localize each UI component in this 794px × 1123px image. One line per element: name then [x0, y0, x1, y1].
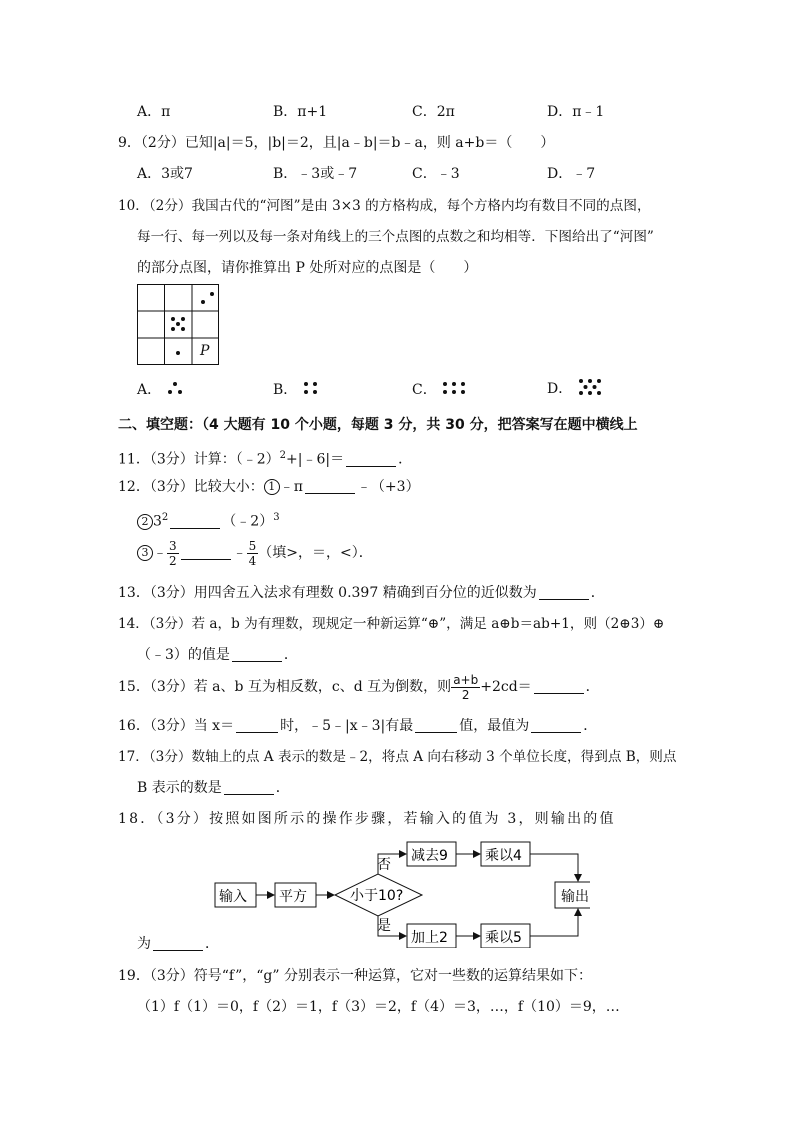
answer-blank[interactable] — [153, 936, 203, 951]
q10-option-b-label: B． — [273, 382, 298, 398]
q14-line1: 14．（3分）若 a，b 为有理数，现规定一种新运算“⊕”，满足 a⊕b＝ab+1，则（2⊕3）⊕ — [118, 616, 665, 632]
q11-post: +|﹣6|＝ — [286, 451, 345, 468]
q10-option-c-label: C． — [412, 382, 437, 398]
input-label: 输入 — [219, 889, 247, 905]
q12-l2-sup2: 3 — [273, 512, 280, 523]
q17-l2: B 表示的数是 — [137, 780, 222, 796]
condition-label: 小于10? — [350, 888, 404, 904]
q10-option-b — [273, 380, 320, 400]
q10-option-c — [412, 380, 467, 400]
frac-den: 2 — [461, 687, 470, 702]
q16 — [118, 716, 597, 736]
q12-minus2: ﹣ — [232, 545, 247, 561]
output-label: 输出 — [561, 889, 589, 905]
answer-blank[interactable] — [181, 545, 231, 560]
six-dot-icon — [441, 381, 467, 395]
answer-blank[interactable] — [539, 585, 589, 600]
q14-l2: （﹣3）的值是 — [137, 647, 230, 663]
add-2-label: 加上2 — [411, 930, 448, 946]
q15 — [118, 672, 600, 702]
q17-end: ． — [275, 780, 290, 796]
seven-dot-icon — [577, 378, 603, 396]
q15-end: ． — [585, 679, 600, 695]
q17-line2 — [137, 778, 290, 798]
q10-option-d — [547, 378, 603, 399]
q16-mid2: 值，最值为 — [459, 718, 530, 734]
q13 — [118, 583, 605, 603]
frac-den: 2 — [169, 553, 177, 568]
circled-1: 1 — [264, 479, 280, 495]
frac-den: 4 — [248, 553, 257, 568]
q10-option-d-label: D． — [547, 381, 573, 397]
q13-text: 13．（3分）用四舍五入法求有理数 0.397 精确到百分位的近似数为 — [118, 585, 537, 601]
q10-option-a — [137, 380, 184, 400]
q12-end: （填>，＝，<）． — [258, 545, 373, 561]
q14-end: ． — [283, 647, 298, 663]
q9-stem: 9．（2分）已知|a|＝5，|b|＝2，且|a﹣b|＝b﹣a，则 a+b＝（ ） — [118, 135, 555, 151]
section-heading: 二、填空题：（4 大题有 10 个小题，每题 3 分，共 30 分，把答案写在题中横线上 — [118, 417, 638, 433]
four-dot-icon — [302, 381, 320, 395]
multiply-5-label: 乘以5 — [485, 930, 522, 946]
q12-a: ﹣π — [279, 479, 303, 495]
frac-num: 3 — [169, 538, 177, 553]
q12-minus: ﹣ — [153, 545, 167, 561]
q12-line1 — [118, 477, 420, 497]
multiply-4-label: 乘以4 — [485, 848, 522, 864]
q8-option-b: B．π+1 — [273, 104, 328, 120]
q12-l2-a: 3 — [153, 513, 162, 530]
q15-post: +2cd＝ — [480, 679, 532, 695]
yes-label: 是 — [377, 918, 391, 934]
fraction-ab-2 — [451, 673, 480, 702]
no-label: 否 — [377, 857, 391, 873]
three-dot-icon — [166, 381, 184, 395]
q16-end: ． — [583, 718, 598, 734]
q17-line1: 17．（3分）数轴上的点 A 表示的数是﹣2，将点 A 向右移动 3 个单位长度，得到点 B，则点 — [118, 749, 677, 765]
q10-option-a-label: A． — [137, 382, 162, 398]
answer-blank[interactable] — [531, 718, 581, 733]
q13-end: ． — [590, 585, 605, 601]
answer-blank[interactable] — [534, 679, 584, 694]
q8-option-a: A．π — [137, 104, 171, 120]
q10-line3: 的部分点图，请你推算出 P 处所对应的点图是（ ） — [137, 260, 478, 276]
q8-option-d: D．π﹣1 — [547, 104, 605, 120]
q9-option-b: B．﹣3或﹣7 — [273, 166, 358, 182]
q9-option-c: C．﹣3 — [412, 166, 460, 182]
q12-b: ﹣（+3） — [356, 479, 420, 495]
subtract-9-label: 减去9 — [411, 848, 448, 864]
circled-2: 2 — [137, 514, 153, 530]
q12-line2 — [137, 508, 280, 532]
hetu-grid — [137, 284, 219, 365]
circled-3: 3 — [137, 545, 153, 561]
q18-l2: 为 — [137, 936, 151, 952]
q19-line2: （1）f（1）＝0，f（2）＝1，f（3）＝2，f（4）＝3，…，f（10）＝9，… — [137, 999, 620, 1015]
q10-line1: 10．（2分）我国古代的“河图”是由 3×3 的方格构成，每个方格内均有数目不同的点图， — [118, 198, 651, 214]
q15-pre: 15．（3分）若 a、b 互为相反数，c、d 互为倒数，则 — [118, 679, 452, 695]
q16-pre: 16．（3分）当 x＝ — [118, 718, 235, 734]
answer-blank[interactable] — [236, 718, 278, 733]
flowchart — [210, 838, 590, 948]
q19-line1: 19．（3分）符号“f”，“g” 分别表示一种运算，它对一些数的运算结果如下： — [118, 968, 592, 984]
q18-end: ． — [205, 936, 219, 952]
q12-pre: 12．（3分）比较大小： — [118, 479, 264, 495]
frac-num: a+b — [453, 672, 479, 687]
frac-num: 5 — [248, 538, 257, 553]
answer-blank[interactable] — [170, 514, 220, 529]
q8-option-c: C．2π — [412, 104, 455, 120]
answer-blank[interactable] — [346, 452, 396, 467]
q12-line3 — [137, 537, 373, 569]
q9-option-d: D．﹣7 — [547, 166, 596, 182]
q9-option-a: A．3或7 — [137, 166, 193, 182]
q11 — [118, 446, 412, 470]
answer-blank[interactable] — [415, 718, 457, 733]
square-label: 平方 — [279, 889, 307, 905]
q12-l2-sup: 2 — [161, 512, 169, 523]
fraction-5-4 — [247, 539, 259, 568]
q14-line2 — [137, 645, 298, 665]
fraction-3-2 — [167, 539, 179, 568]
q10-line2: 每一行、每一列以及每一条对角线上的三个点图的点数之和均相等．下图给出了“河图” — [137, 229, 654, 245]
q18-line1: 18．（3分）按照如图所示的操作步骤，若输入的值为 3，则输出的值 — [118, 811, 616, 827]
q18-line2 — [137, 934, 219, 954]
q12-l2-b: （﹣2） — [222, 513, 274, 530]
p-label: P — [200, 343, 210, 359]
answer-blank[interactable] — [232, 647, 282, 662]
q11-pre: 11．（3分）计算：（﹣2） — [118, 451, 280, 468]
answer-blank[interactable] — [224, 780, 274, 795]
q11-end: ． — [398, 451, 413, 468]
answer-blank[interactable] — [305, 479, 355, 494]
q11-sup: 2 — [279, 450, 287, 461]
q16-mid1: 时，﹣5﹣|x﹣3|有最 — [280, 718, 414, 734]
